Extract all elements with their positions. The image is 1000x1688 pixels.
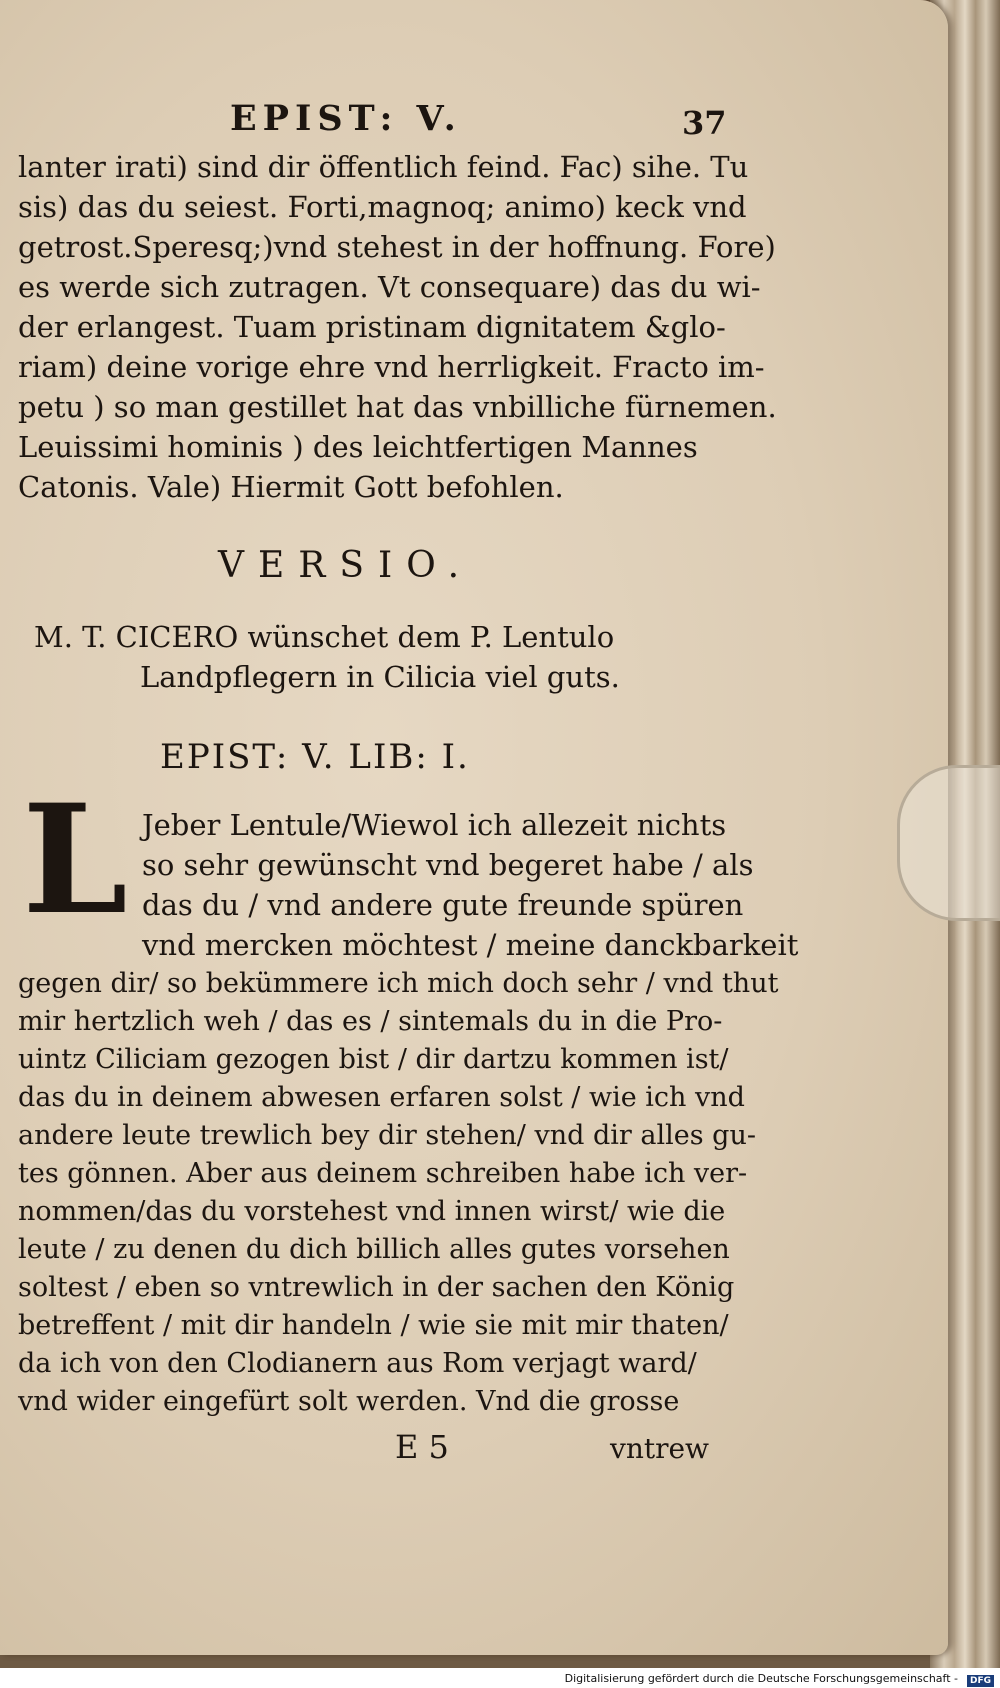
commentary-line: Leuissimi hominis ) des leichtfertigen Mannes (18, 430, 698, 464)
commentary-line: lanter irati) sind dir öffentlich feind. Fac) sihe. Tu (18, 150, 749, 184)
epistle-heading: EPIST: V. LIB: I. (160, 737, 470, 777)
greeting-line: M. T. CICERO wünschet dem P. Lentulo (34, 620, 615, 654)
letter-line: soltest / eben so vntrewlich in der sachen den König (18, 1272, 735, 1303)
letter-line: nommen/das du vorstehest vnd innen wirst/ wie die (18, 1196, 726, 1227)
section-title: VERSIO. (218, 545, 474, 586)
commentary-line: der erlangest. Tuam pristinam dignitatem &glo- (18, 310, 726, 344)
letter-line: das du / vnd andere gute freunde spüren (142, 888, 744, 922)
footer-credit: Digitalisierung gefördert durch die Deutsche Forschungsgemeinschaft - (564, 1672, 958, 1685)
letter-line: gegen dir/ so bekümmere ich mich doch sehr / vnd thut (18, 968, 779, 999)
letter-line: andere leute trewlich bey dir stehen/ vnd dir alles gu- (18, 1120, 756, 1151)
letter-line: mir hertzlich weh / das es / sintemals du in die Pro- (18, 1006, 723, 1037)
greeting-line: Landpflegern in Cilicia viel guts. (140, 660, 620, 694)
commentary-line: es werde sich zutragen. Vt consequare) das du wi- (18, 270, 761, 304)
letter-line: vnd wider eingefürt solt werden. Vnd die grosse (18, 1386, 680, 1417)
decorated-initial: L (22, 772, 128, 948)
page-clip (897, 765, 1000, 921)
letter-line: so sehr gewünscht vnd begeret habe / als (142, 848, 754, 882)
commentary-line: sis) das du seiest. Forti,magnoq; animo) keck vnd (18, 190, 747, 224)
digitization-footer (0, 1668, 1000, 1688)
letter-line: das du in deinem abwesen erfaren solst / wie ich vnd (18, 1082, 745, 1113)
letter-line: betreffent / mit dir handeln / wie sie mit mir thaten/ (18, 1310, 729, 1341)
letter-line: uintz Ciliciam gezogen bist / dir dartzu kommen ist/ (18, 1044, 729, 1075)
letter-line: tes gönnen. Aber aus deinem schreiben habe ich ver- (18, 1158, 748, 1189)
commentary-line: riam) deine vorige ehre vnd herrligkeit. Fracto im- (18, 350, 765, 384)
commentary-line: petu ) so man gestillet hat das vnbilliche fürnemen. (18, 390, 777, 424)
letter-line: vnd mercken möchtest / meine danckbarkeit (142, 928, 799, 962)
commentary-line: Catonis. Vale) Hiermit Gott befohlen. (18, 470, 564, 504)
letter-line: Jeber Lentule/Wiewol ich allezeit nichts (142, 808, 727, 842)
dfg-logo: DFG (967, 1675, 994, 1687)
page-number: 37 (682, 104, 727, 142)
running-title: EPIST: V. (230, 98, 462, 139)
signature-mark: E 5 (395, 1428, 449, 1466)
letter-line: da ich von den Clodianern aus Rom verjagt ward/ (18, 1348, 697, 1379)
catchword: vntrew (610, 1432, 710, 1465)
letter-line: leute / zu denen du dich billich alles gutes vorsehen (18, 1234, 730, 1265)
commentary-line: getrost.Speresq;)vnd stehest in der hoffnung. Fore) (18, 230, 776, 264)
